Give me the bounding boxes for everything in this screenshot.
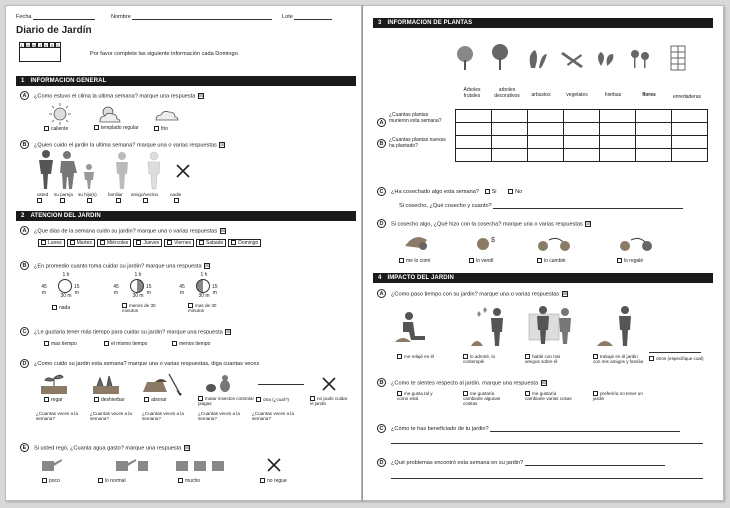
- option-otros[interactable]: otros (especifique cual): [649, 356, 707, 361]
- option-normal[interactable]: lo normal: [98, 478, 126, 484]
- question-letter: C: [377, 187, 386, 196]
- option-otra[interactable]: otra (¿cual?): [256, 397, 289, 402]
- vegetable-icon: [561, 52, 583, 68]
- fruit-tree-icon: [457, 46, 473, 70]
- day-cell: S: [50, 43, 54, 48]
- nombre-field[interactable]: [111, 14, 272, 20]
- option-no-jardin[interactable]: preferiría no tener un jardin: [593, 391, 643, 402]
- fecha-field[interactable]: [16, 14, 95, 20]
- question-letter: A: [20, 91, 29, 100]
- section-3-bar: 3 INFORMACION DE PLANTAS: [373, 18, 713, 28]
- watering-can-icon: [42, 459, 62, 471]
- col-arbustos: arbustos: [531, 92, 551, 98]
- option-regar[interactable]: regar: [44, 397, 63, 403]
- option-mucho[interactable]: mucho: [178, 478, 200, 484]
- question-letter: B: [20, 261, 29, 270]
- gift-icon: [620, 238, 652, 251]
- weather-icons: [48, 103, 248, 125]
- weekday-options[interactable]: [38, 239, 263, 247]
- section-4-bar: 4 IMPACTO DEL JARDIN: [373, 273, 713, 283]
- question-letter: E: [20, 443, 29, 452]
- fecha-label: Fecha: [16, 14, 32, 20]
- clock-icon: [196, 279, 210, 293]
- benefit-field[interactable]: ¿Cómo te has beneficiado de tu jardin?: [391, 426, 680, 432]
- question-text: ¿Ha cosechado algo esta semana? Si No: [391, 189, 523, 195]
- day-cell: M: [32, 43, 36, 48]
- option-nadie[interactable]: nadie: [170, 192, 182, 197]
- page-title: Diario de Jardín: [16, 25, 92, 36]
- option-usted[interactable]: usted: [37, 192, 49, 197]
- lote-label: Lote: [282, 14, 293, 20]
- day-miercoles[interactable]: Miércoles: [97, 239, 131, 247]
- water-icons: [38, 455, 298, 475]
- option-mas-30[interactable]: mas de 30 minutos: [188, 303, 217, 314]
- talk-icon: [529, 306, 571, 344]
- option-pareja[interactable]: su pareja: [54, 192, 73, 197]
- sell-icon: [477, 237, 495, 250]
- problems-field[interactable]: ¿Qué problemas encontró esta semana en su jardin?: [391, 460, 665, 466]
- person-icon: [148, 152, 160, 189]
- col-decorativos: arboles decorativos: [494, 87, 520, 99]
- col-hierbas: hierbas: [604, 92, 622, 98]
- clock-icon: [130, 279, 144, 293]
- left-page: Fecha Nombre Lote Diario de Jardín L M M J V S D Por favor complete las siguiente información cada Domingo. 1 INFORMACION GENERAL A ¿Como estuvo el clima la ultima semana? marque una respuesta ☒ caliente templado regular frio B ¿Quien cuido el jardin la ultima semana? marque una o varias respuestas ☒ usted su pareja su hijo(s) familiar amigo/vecino nadie 2 ATENCION DEL JARDIN A ¿Que dias de la semana cuido su jardin? marque una o varias respuestas ☒ Lunes Martes Miércoles Jueves Viernes Sabado Domingo B ¿En promedio cuanto toma cuidar su jardin? marque una respuesta ☒ 1 h 45 m 15 m 30 m 1 h 45 m 15 m 30 m 1 h 45 m 15 m 30 m nada menos de 30 minutos mas de 30 minutos C ¿Le gustaria tener más tiempo para cuidar su jardin? marque una respuesta ☒ mas tiempo el mismo tiempo menos tiempo D ¿Como cuido su jardin esta semana? marque una o varias respuestas, diga cuantas veces regar deshierbar abonar matar insectos controlar plagas otra (¿cual?) no pudo cuidar el jardin ¿Cuantas veces a la semana? ¿Cuantas veces a la semana? ¿Cuantas veces a la semana? ¿Cuantas veces a la semana? ¿Cuantas veces a la semana? E Si usted regó, ¿Cuanta agua gasto? marque una respuesta ☒ poco lo normal mucho no regue: [5, 5, 362, 501]
- question-text: ¿Como paso tiempo con su jardin? marque una o varias respuestas ☒: [391, 291, 568, 298]
- day-sabado[interactable]: Sabado: [196, 239, 226, 247]
- question-letter: D: [20, 359, 29, 368]
- option-templado[interactable]: templado regular: [94, 125, 134, 131]
- harvest-icons: [403, 232, 663, 256]
- option-no-pudo[interactable]: no pudo cuidar el jardin: [310, 396, 348, 407]
- day-viernes[interactable]: Viernes: [164, 239, 194, 247]
- option-abonar[interactable]: abonar: [144, 397, 167, 403]
- day-cell: D: [56, 43, 60, 48]
- option-admire[interactable]: lo admiré, lo contemplé: [463, 354, 496, 365]
- plant-icon: [41, 375, 67, 394]
- cloud-icon: [156, 111, 178, 120]
- eat-icon: [405, 237, 427, 250]
- option-deshierbar[interactable]: deshierbar: [94, 397, 125, 403]
- option-me-gusta[interactable]: me gusta tal y como está: [397, 391, 433, 402]
- question-text: Si usted regó, ¿Cuanta agua gasto? marque una respuesta ☒: [34, 445, 190, 452]
- day-cell: L: [20, 43, 24, 48]
- question-letter: C: [20, 327, 29, 336]
- question-letter: D: [377, 458, 386, 467]
- flower-icon: [631, 50, 649, 68]
- option-amigo[interactable]: amigo/vecino: [131, 192, 159, 197]
- svg-text:$: $: [491, 237, 495, 244]
- option-mismo-tiempo[interactable]: el mismo tiempo: [104, 341, 147, 347]
- option-vendi[interactable]: lo vendí: [469, 258, 494, 264]
- shrub-icon: [530, 50, 547, 68]
- question-letter: D: [377, 219, 386, 228]
- person-icon: [116, 152, 128, 189]
- col-vegetales: vegetales: [566, 92, 588, 98]
- impact-icons: [393, 302, 653, 352]
- option-familiar[interactable]: familiar: [108, 192, 123, 197]
- checkbox-row[interactable]: [37, 198, 181, 203]
- question-text: ¿Como estuvo el clima la ultima semana? marque una respuesta ☒: [34, 93, 204, 100]
- col-enredaderas: enredaderas: [672, 94, 702, 100]
- harvest-field[interactable]: Si cosecho, ¿Qué cosecho y cuanto?: [399, 203, 683, 209]
- wheelbarrow-icon: [143, 374, 182, 396]
- day-lunes[interactable]: Lunes: [38, 239, 65, 247]
- sun-cloud-icon: [100, 107, 120, 122]
- watering-can-icon: [176, 461, 224, 471]
- weeding-icon: [93, 376, 119, 394]
- option-matar-insectos[interactable]: matar insectos controlar plagas: [198, 396, 255, 407]
- people-icons: [34, 149, 199, 191]
- question-letter: B: [377, 378, 386, 387]
- question-letter: A: [20, 226, 29, 235]
- x-mark-icon: [177, 165, 189, 177]
- bug-icon: [206, 375, 230, 392]
- question-letter: A: [377, 289, 386, 298]
- question-letter: B: [20, 140, 29, 149]
- times-field[interactable]: ¿Cuantas veces a la semana?: [90, 411, 132, 422]
- admire-icon: [471, 307, 503, 346]
- times-field[interactable]: ¿Cuantas veces a la semana?: [142, 411, 184, 422]
- option-varias[interactable]: me gustaría cambiarle varias cosas: [525, 391, 572, 402]
- watering-can-icon: [116, 459, 148, 471]
- exchange-icon: [538, 238, 570, 251]
- col-frutales: Arboles frutales: [463, 87, 481, 99]
- option-nada[interactable]: nada: [52, 305, 70, 311]
- option-frio[interactable]: frio: [154, 126, 168, 132]
- child-icon: [84, 164, 94, 189]
- option-poco[interactable]: poco: [42, 478, 60, 484]
- plant-icons: [455, 44, 705, 84]
- question-letter: B: [377, 139, 386, 148]
- day-jueves[interactable]: Jueves: [133, 239, 162, 247]
- question-text: ¿Como cuido su jardin esta semana? marque una o varias respuestas, diga cuantas veces: [34, 361, 260, 367]
- tree-icon: [492, 44, 508, 70]
- option-algunas[interactable]: me gustaría cambiarle algunas cositas: [463, 391, 501, 407]
- person-icon: [39, 150, 53, 189]
- option-relaje[interactable]: me relajé en él: [397, 354, 434, 359]
- question-letter: A: [377, 118, 386, 127]
- option-caliente[interactable]: caliente: [44, 126, 68, 132]
- clock-icon: [58, 279, 72, 293]
- question-text: ¿Que dias de la semana cuido su jardin? marque una o varias respuestas ☒: [34, 228, 226, 235]
- option-mas-tiempo[interactable]: mas tiempo: [44, 341, 77, 347]
- otra-line[interactable]: [258, 384, 304, 385]
- option-hable[interactable]: hablé con mis amigos sobre él: [525, 354, 561, 365]
- page-divider: [362, 5, 363, 501]
- herb-icon: [598, 52, 613, 66]
- option-menos-tiempo[interactable]: menos tiempo: [172, 341, 210, 347]
- option-no-regue[interactable]: no regue: [260, 478, 287, 484]
- option-trabaje[interactable]: trabajé en él jardin con mis amigos y familia: [593, 354, 644, 365]
- x-mark-icon: [268, 459, 280, 471]
- option-menos-30[interactable]: menos de 30 minutos: [122, 303, 156, 314]
- question-text: Si cosecho algo, ¿Qué hizo con la cosecha? marque una o varias respuestas ☒: [391, 221, 591, 228]
- day-martes[interactable]: Martes: [67, 239, 95, 247]
- question-text: ¿Como te sientes respecto al jardin. marque una respuesta ☒: [391, 380, 547, 387]
- sun-icon: [49, 103, 71, 125]
- col-flores: flores: [642, 92, 656, 98]
- plants-grid[interactable]: [455, 109, 708, 162]
- question-text: ¿Le gustaria tener más tiempo para cuidar su jardin? marque una respuesta ☒: [34, 329, 231, 336]
- question-text: ¿En promedio cuanto toma cuidar su jardin? marque una respuesta ☒: [34, 263, 210, 270]
- option-hijos[interactable]: su hijo(s): [78, 192, 97, 197]
- lote-field[interactable]: [282, 14, 332, 20]
- x-mark-icon: [323, 378, 335, 390]
- otros-line[interactable]: [649, 352, 701, 353]
- day-domingo[interactable]: Domingo: [228, 239, 261, 247]
- question-text: ¿Cuantas plantas murieron esta semana?: [389, 112, 442, 124]
- day-cell: J: [39, 43, 41, 48]
- day-grid-body: [19, 48, 61, 62]
- answer-line[interactable]: [391, 478, 703, 479]
- times-field[interactable]: ¿Cuantas veces a la semana?: [252, 411, 294, 422]
- relax-icon: [395, 312, 425, 342]
- question-text: ¿Quien cuido el jardin la ultima semana? marque una o varias respuestas ☒: [34, 142, 225, 149]
- option-cambie[interactable]: lo cambié: [537, 258, 565, 264]
- work-icon: [597, 306, 631, 346]
- no-checkbox[interactable]: [508, 189, 513, 194]
- right-page: [362, 5, 724, 501]
- nombre-label: Nombre: [111, 14, 131, 20]
- trellis-icon: [671, 46, 685, 70]
- day-cell: M: [26, 43, 30, 48]
- question-text: ¿Cuantas plantas nuevas ha plantado?: [389, 137, 446, 149]
- option-comi[interactable]: me lo comí: [399, 258, 430, 264]
- person-icon: [60, 151, 77, 189]
- instructions: Por favor complete las siguiente información cada Domingo.: [90, 51, 240, 57]
- section-1-bar: 1 INFORMACION GENERAL: [16, 76, 356, 86]
- option-regale[interactable]: lo regalé: [617, 258, 643, 264]
- answer-line[interactable]: [391, 443, 703, 444]
- si-checkbox[interactable]: [485, 189, 490, 194]
- question-letter: C: [377, 424, 386, 433]
- day-cell: V: [44, 43, 48, 48]
- times-field[interactable]: ¿Cuantas veces a la semana?: [198, 411, 240, 422]
- section-2-bar: 2 ATENCION DEL JARDIN: [16, 211, 356, 221]
- times-field[interactable]: ¿Cuantas veces a la semana?: [36, 411, 78, 422]
